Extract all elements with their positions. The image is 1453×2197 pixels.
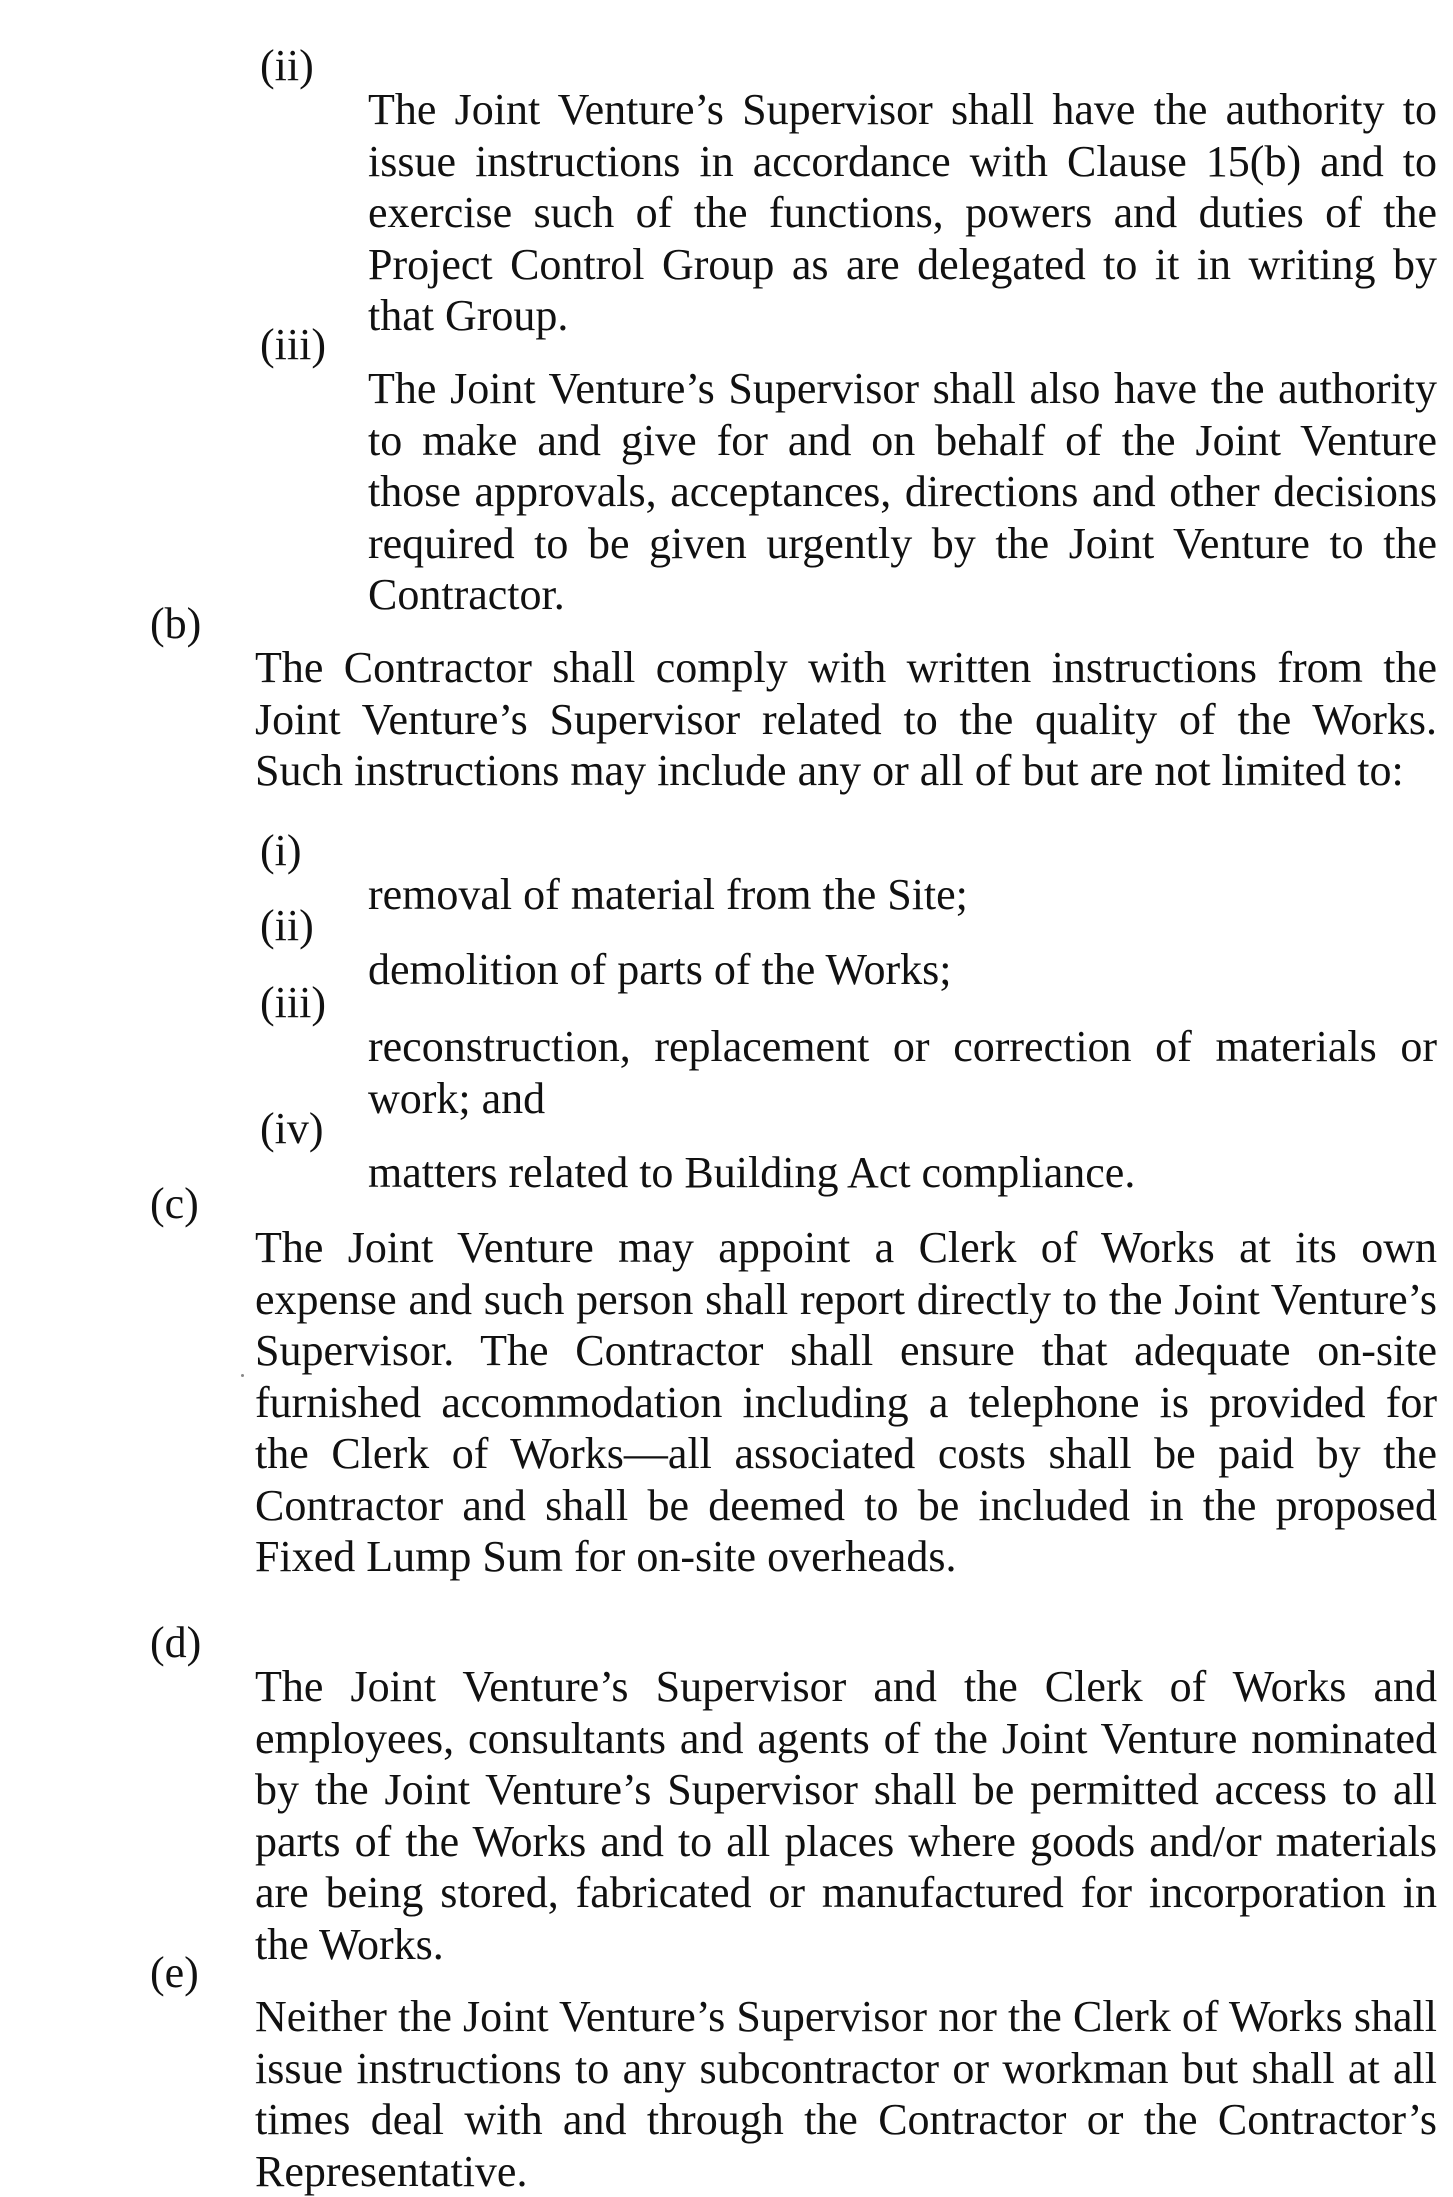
- clause-text: removal of material from the Site;: [368, 870, 968, 919]
- clause-label: (iv): [260, 1104, 324, 1153]
- clause-label: (d): [150, 1618, 202, 1667]
- clause-label: (iii): [260, 320, 326, 369]
- clause-text: The Joint Venture’s Supervisor shall also have the authority to make and give for and on behalf of the Joint Venture those approvals, acceptances, directions and other decisions required to be given urgently by the Joint Venture to the Contractor.: [368, 364, 1437, 619]
- clause-label: (ii): [260, 41, 314, 90]
- clause-text: The Contractor shall comply with written instructions from the Joint Venture’s Supervisor related to the quality of the Works. Such instructions may include any or all of but are not limited to:: [255, 643, 1437, 795]
- scan-speck: [241, 1374, 244, 1377]
- clause-text: The Joint Venture’s Supervisor shall have the authority to issue instructions in accordance with Clause 15(b) and to exercise such of the functions, powers and duties of the Project Control Group as are delegated to it in writing by that Group.: [368, 85, 1437, 340]
- clause-label: (e): [150, 1948, 199, 1997]
- clause-label: (c): [150, 1179, 199, 1228]
- clause-text: reconstruction, replacement or correction of materials or work; and: [368, 1022, 1437, 1123]
- clause-text: The Joint Venture may appoint a Clerk of Works at its own expense and such person shall report directly to the Joint Venture’s Supervisor. The Contractor shall ensure that adequate on-site furnished accommodation including a telephone is provided for the Clerk of Works—all associated costs shall be paid by the Contractor and shall be deemed to be included in the proposed Fixed Lump Sum for on-site overheads.: [255, 1223, 1437, 1581]
- clause-label: (b): [150, 599, 202, 648]
- clause-label: (i): [260, 826, 302, 875]
- clause-text: demolition of parts of the Works;: [368, 945, 952, 994]
- clause-text: matters related to Building Act compliance.: [368, 1148, 1136, 1197]
- clause-text: The Joint Venture’s Supervisor and the Clerk of Works and employees, consultants and agents of the Joint Venture nominated by the Joint Venture’s Supervisor shall be permitted access to all parts of the Works and to all places where goods and/or materials are being stored, fabricated or manufactured for incorporation in the Works.: [255, 1662, 1437, 1969]
- clause-text: Neither the Joint Venture’s Supervisor nor the Clerk of Works shall issue instructions to any subcontractor or workman but shall at all times deal with and through the Contractor or the Contractor’s Representative.: [255, 1992, 1437, 2196]
- clause-label: (iii): [260, 978, 326, 1027]
- clause-label: (ii): [260, 901, 314, 950]
